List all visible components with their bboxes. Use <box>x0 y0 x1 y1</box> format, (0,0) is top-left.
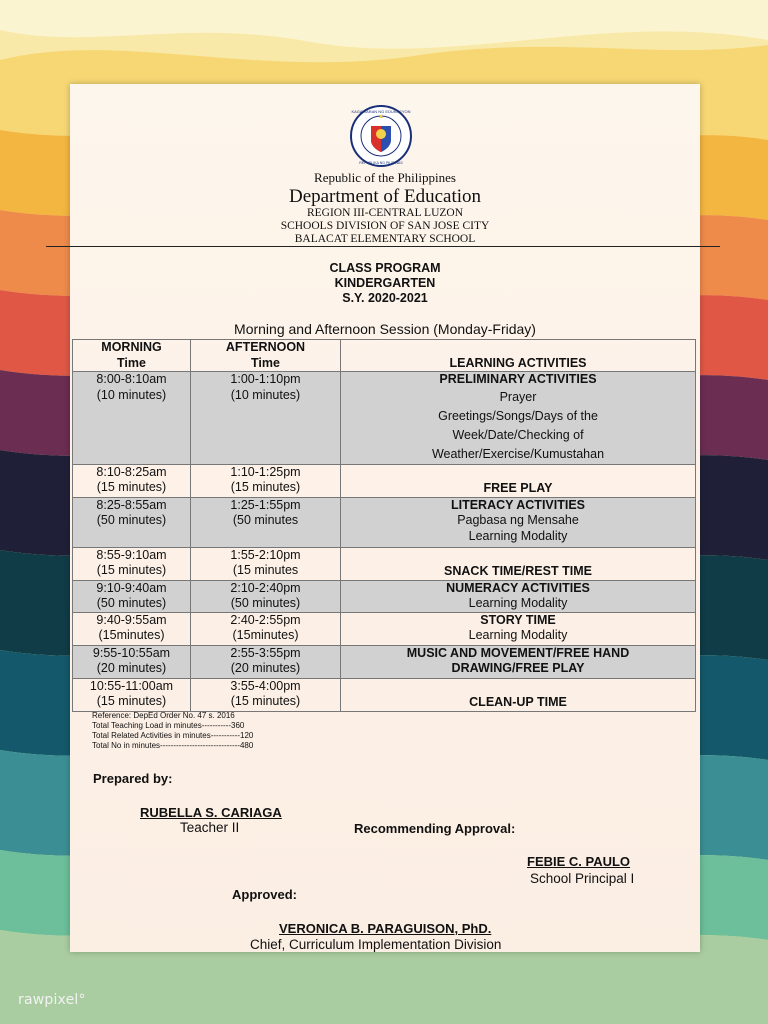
activity-cell: CLEAN-UP TIME <box>341 678 696 711</box>
chief-name: VERONICA B. PARAGUISON, PhD. <box>279 921 492 936</box>
prepared-by-label: Prepared by: <box>93 771 173 786</box>
morning-time-cell: 9:10-9:40am (50 minutes) <box>73 580 191 612</box>
afternoon-time-cell: 1:55-2:10pm (15 minutes <box>191 547 341 580</box>
total-minutes-line: Total No in minutes------------------------------480 <box>92 741 254 750</box>
activity-cell: NUMERACY ACTIVITIES Learning Modality <box>341 580 696 612</box>
morning-time-cell: 8:00-8:10am (10 minutes) <box>73 372 191 465</box>
office-lines <box>70 207 700 246</box>
reference-line: Reference: DepEd Order No. 47 s. 2016 <box>92 711 235 720</box>
school-line: BALACAT ELEMENTARY SCHOOL <box>294 233 476 245</box>
table-row <box>73 612 696 645</box>
afternoon-time-cell: 2:55-3:55pm (20 minutes) <box>191 645 341 678</box>
department-title: Department of Education <box>288 186 482 207</box>
program-title: CLASS PROGRAM <box>329 261 441 275</box>
school-year: S.Y. 2020-2021 <box>342 291 428 305</box>
table-row <box>73 645 696 678</box>
activity-cell: FREE PLAY <box>341 464 696 497</box>
seal-text-bottom: REPUBLIKA NG PILIPINAS <box>359 161 403 165</box>
deped-seal-logo <box>346 104 416 168</box>
afternoon-time-cell: 1:10-1:25pm (15 minutes) <box>191 464 341 497</box>
morning-time-cell: 9:40-9:55am (15minutes) <box>73 612 191 645</box>
teacher-position: Teacher II <box>180 820 240 835</box>
chief-position: Chief, Curriculum Implementation Division <box>250 937 502 952</box>
teaching-load-line: Total Teaching Load in minutes-----------360 <box>92 721 245 730</box>
activity-cell: LITERACY ACTIVITIES Pagbasa ng Mensahe Learning Modality <box>341 497 696 547</box>
teacher-name: RUBELLA S. CARIAGA <box>140 805 282 820</box>
table-row <box>73 497 696 547</box>
activity-cell: SNACK TIME/REST TIME <box>341 547 696 580</box>
header-activities: LEARNING ACTIVITIES <box>341 340 696 372</box>
seal-text-top: KAGAWARAN NG EDUKASYON <box>351 109 411 114</box>
table-row <box>73 547 696 580</box>
morning-time-cell: 8:10-8:25am (15 minutes) <box>73 464 191 497</box>
region-line: REGION III-CENTRAL LUZON <box>306 207 464 219</box>
republic-line: Republic of the Philippines <box>314 170 456 185</box>
afternoon-time-cell: 1:00-1:10pm (10 minutes) <box>191 372 341 465</box>
table-row <box>73 372 696 465</box>
class-program-table <box>72 339 696 712</box>
principal-name: FEBIE C. PAULO <box>527 854 631 869</box>
afternoon-time-cell: 2:10-2:40pm (50 minutes) <box>191 580 341 612</box>
program-title-block <box>70 261 700 306</box>
afternoon-time-cell: 1:25-1:55pm (50 minutes <box>191 497 341 547</box>
document-page <box>70 84 700 952</box>
principal-position: School Principal I <box>530 871 635 886</box>
table-row <box>73 580 696 612</box>
morning-time-cell: 8:25-8:55am (50 minutes) <box>73 497 191 547</box>
morning-time-cell: 8:55-9:10am (15 minutes) <box>73 547 191 580</box>
activity-cell: MUSIC AND MOVEMENT/FREE HAND DRAWING/FREE PLAY <box>341 645 696 678</box>
table-header-row <box>73 340 696 372</box>
table-row <box>73 678 696 711</box>
activity-cell: PRELIMINARY ACTIVITIES Prayer Greetings/Songs/Days of the Week/Date/Checking of Weather/Exercise/Kumustahan <box>341 372 696 465</box>
rawpixel-watermark: rawpixel° <box>18 992 86 1008</box>
approved-label: Approved: <box>232 887 297 902</box>
division-line: SCHOOLS DIVISION OF SAN JOSE CITY <box>280 220 490 232</box>
reference-notes <box>92 711 253 751</box>
session-caption: Morning and Afternoon Session (Monday-Friday) <box>234 321 536 337</box>
header-morning: MORNING Time <box>73 340 191 372</box>
program-grade: KINDERGARTEN <box>334 276 436 290</box>
header-divider <box>46 246 720 247</box>
activity-cell: STORY TIME Learning Modality <box>341 612 696 645</box>
related-activities-line: Total Related Activities in minutes-----------120 <box>92 731 254 740</box>
recommending-approval-label: Recommending Approval: <box>354 821 516 836</box>
header-afternoon: AFTERNOON Time <box>191 340 341 372</box>
afternoon-time-cell: 3:55-4:00pm (15 minutes) <box>191 678 341 711</box>
morning-time-cell: 9:55-10:55am (20 minutes) <box>73 645 191 678</box>
afternoon-time-cell: 2:40-2:55pm (15minutes) <box>191 612 341 645</box>
morning-time-cell: 10:55-11:00am (15 minutes) <box>73 678 191 711</box>
table-row <box>73 464 696 497</box>
